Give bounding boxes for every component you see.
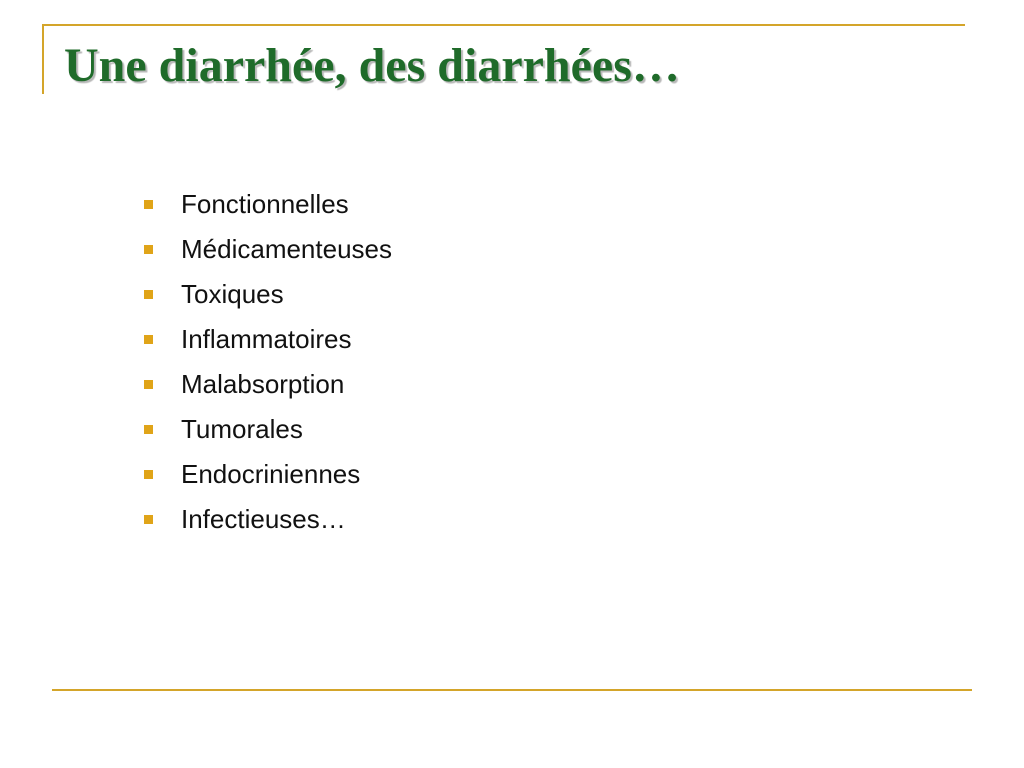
bullet-text: Toxiques: [181, 279, 284, 309]
bottom-rule: [52, 689, 972, 691]
title-frame-top-rule: [42, 24, 965, 26]
list-item: [144, 362, 392, 407]
bullet-list: [144, 182, 392, 542]
square-bullet-icon: [144, 290, 153, 299]
bullet-text: Médicamenteuses: [181, 234, 392, 264]
list-item: [144, 452, 392, 497]
bullet-text: Endocriniennes: [181, 459, 361, 489]
bullet-text: Fonctionnelles: [181, 189, 349, 219]
bullet-text: Tumorales: [181, 414, 303, 444]
bullet-text: Malabsorption: [181, 369, 345, 399]
square-bullet-icon: [144, 470, 153, 479]
slide-title: Une diarrhée, des diarrhées…: [64, 39, 680, 92]
bullet-text: Inflammatoires: [181, 324, 352, 354]
square-bullet-icon: [144, 335, 153, 344]
square-bullet-icon: [144, 200, 153, 209]
bullet-text: Infectieuses…: [181, 504, 346, 534]
title-frame-left-rule: [42, 24, 44, 94]
list-item: [144, 407, 392, 452]
square-bullet-icon: [144, 515, 153, 524]
list-item: [144, 227, 392, 272]
list-item: [144, 272, 392, 317]
square-bullet-icon: [144, 380, 153, 389]
square-bullet-icon: [144, 245, 153, 254]
list-item: [144, 497, 392, 542]
list-item: [144, 317, 392, 362]
list-item: [144, 182, 392, 227]
square-bullet-icon: [144, 425, 153, 434]
